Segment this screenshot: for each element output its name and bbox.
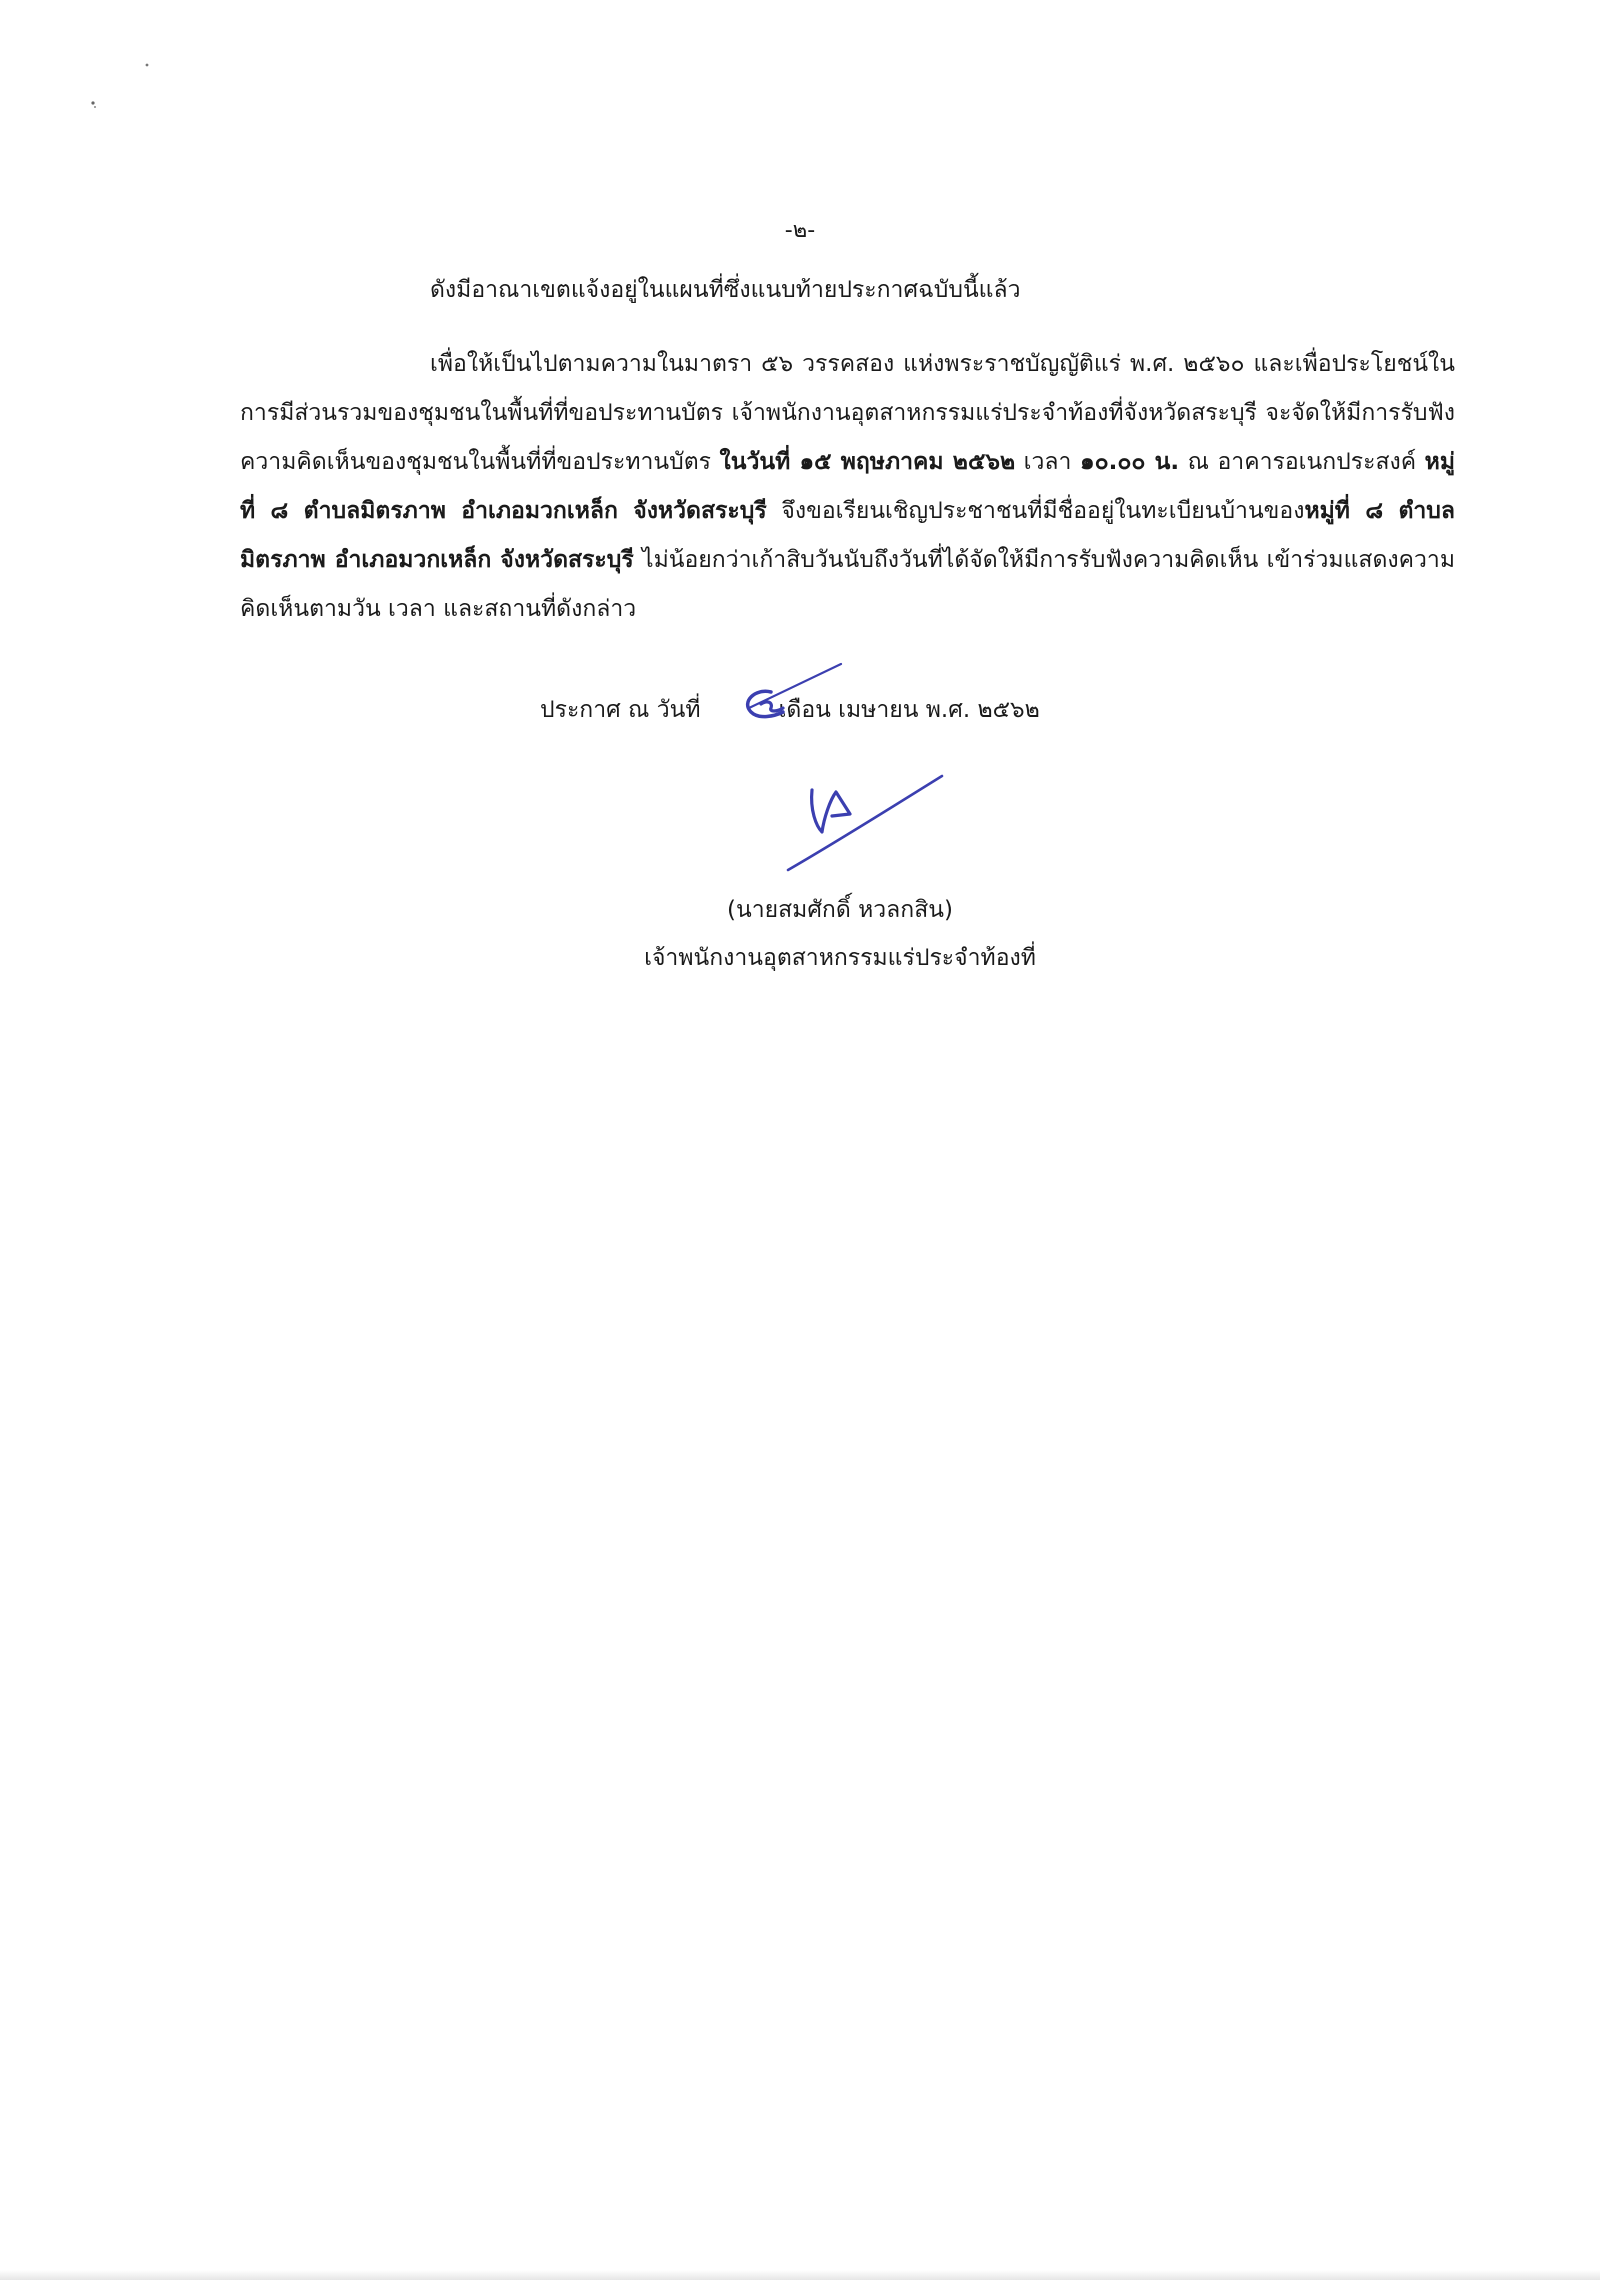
- paragraph-text: เพื่อให้เป็นไปตามความในมาตรา ๕๖ วรรคสอง แห่งพระราชบัญญัติแร่ พ.ศ. ๒๕๖๐ และเพื่อประโยชน์ในการมีส่วนรวมของชุมชนในพื้นที่ที่ขอประทานบัตร เจ้าพนักงานอุตสาหกรรมแร่ประจำท้องที่จังหวัดสระบุรี จะจัดให้มีการรับฟังความคิดเห็นของชุมชนในพื้นที่ที่ขอประทานบัตร: [240, 351, 1455, 475]
- scan-edge: [0, 2270, 1600, 2280]
- paragraph-text: จึงขอเรียนเชิญประชาชนที่มีชื่ออยู่ในทะเบียนบ้านของ: [766, 498, 1305, 524]
- opening-line: ดังมีอาณาเขตแจ้งอยู่ในแผนที่ซึ่งแนบท้ายประกาศฉบับนี้แล้ว: [430, 277, 1021, 303]
- paragraph-text: ณ อาคารอเนกประสงค์: [1179, 449, 1425, 475]
- scan-specks: [85, 55, 165, 135]
- page-number: -๒-: [784, 218, 816, 243]
- paragraph-text: ไม่น้อยกว่าเก้าสิบวันนับถึงวันที่ได้จัดให้มีการรับฟังความคิดเห็น เข้าร่วมแสดงความคิดเห็นตามวัน เวลา และสถานที่ดังกล่าว: [240, 547, 1455, 622]
- meeting-location: หมู่ที่ ๘ ตำบลมิตรภาพ อำเภอมวกเหล็ก จังหวัดสระบุรี: [240, 449, 1455, 524]
- signatory-name: (นายสมศักดิ์ หวลกสิน): [727, 897, 953, 923]
- signatory-title: เจ้าพนักงานอุตสาหกรรมแร่ประจำท้องที่: [644, 945, 1036, 971]
- date-suffix: เดือน เมษายน พ.ศ. ๒๕๖๒: [778, 697, 1040, 723]
- handwritten-day-mark: [735, 658, 850, 733]
- body-paragraph: [240, 340, 1455, 634]
- meeting-date: ในวันที่ ๑๕ พฤษภาคม ๒๕๖๒: [719, 449, 1016, 475]
- signature: [780, 770, 960, 880]
- meeting-time: ๑๐.๐๐ น.: [1079, 449, 1180, 475]
- date-prefix: ประกาศ ณ วันที่: [540, 697, 701, 723]
- resident-area: หมู่ที่ ๘ ตำบลมิตรภาพ อำเภอมวกเหล็ก จังหวัดสระบุรี: [240, 498, 1455, 573]
- paragraph-text: เวลา: [1015, 449, 1080, 475]
